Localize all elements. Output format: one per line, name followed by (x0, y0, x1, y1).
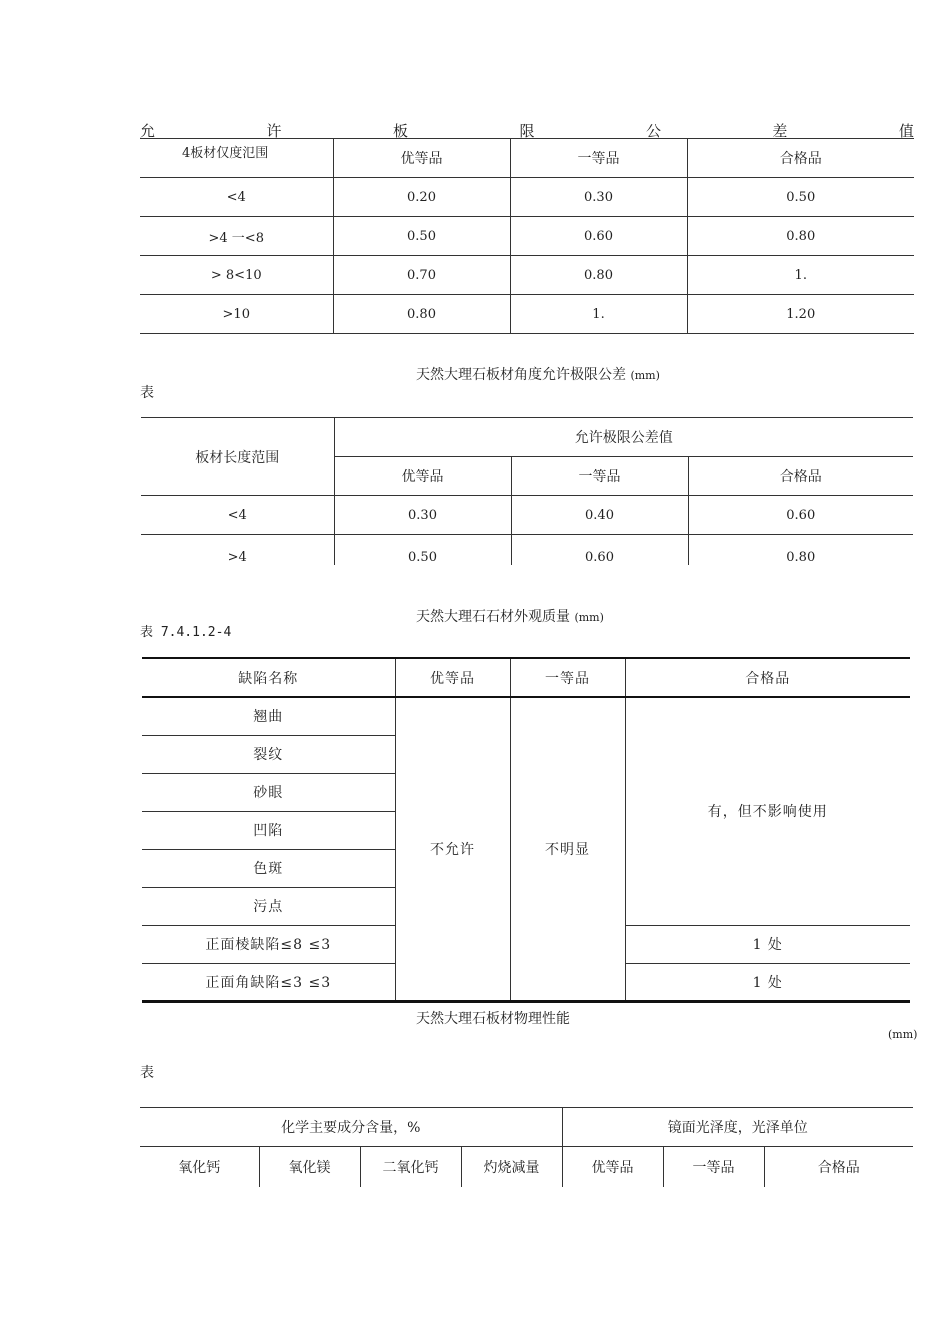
table2-caption (416, 364, 660, 384)
table4-label: 表 (140, 1065, 154, 1081)
table1-range-cell: <4 (226, 189, 246, 205)
table-row (140, 256, 914, 295)
table1-value-cell: 0.80 (510, 256, 687, 295)
table1-range-cell: >4 一<8 (208, 230, 264, 246)
table1-title-char: 板 (392, 122, 408, 140)
table3-defect-cell: 色斑 (142, 849, 395, 887)
table-row (141, 496, 913, 535)
table3-defect-cell: 砂眼 (142, 773, 395, 811)
table1-title-char: 许 (266, 122, 282, 140)
table3-caption-text: 天然大理石石材外观质量 (416, 609, 570, 625)
table-row (140, 1147, 913, 1188)
table2-value-cell: 0.40 (511, 496, 688, 535)
table1-title-char: 公 (645, 122, 661, 140)
table3-caption (416, 606, 604, 626)
table-row (141, 535, 913, 566)
table1-title-char: 值 (898, 122, 914, 140)
table1-value-cell: 0.80 (687, 217, 914, 256)
table4-caption: 天然大理石板材物理性能 (416, 1011, 570, 1027)
table2-value-cell: 0.80 (688, 535, 913, 566)
table3-defect-cell: 裂纹 (142, 735, 395, 773)
table2-value-cell: 0.60 (688, 496, 913, 535)
table1-range-cell: > 8<10 (210, 267, 262, 283)
table4-column-header: 二氧化钙 (360, 1147, 461, 1188)
table2-clip (141, 417, 913, 565)
table4-column-header: 氧化钙 (178, 1160, 221, 1177)
table4-column-header: 一等品 (663, 1147, 764, 1188)
table2-group-header: 允许极限公差值 (334, 418, 913, 457)
table3-defect-cell: 凹陷 (142, 811, 395, 849)
table3-header-defect: 缺陷名称 (238, 670, 299, 687)
table2-unit: (mm) (630, 369, 660, 382)
table4-unit: (mm) (888, 1028, 918, 1041)
table3-header-premium: 优等品 (395, 658, 510, 697)
table-row (140, 178, 914, 217)
table4-group-chemical: 化学主要成分含量，% (281, 1120, 421, 1136)
table1-value-cell: 0.20 (333, 178, 510, 217)
table1 (140, 138, 914, 334)
table1-range-header: 4板材仅度氾围 (182, 146, 269, 161)
table1-value-cell: 0.50 (333, 217, 510, 256)
table3-edge-name: 正面棱缺陷≤8 ≤3 (142, 925, 395, 963)
table1-value-cell: 1.20 (687, 295, 914, 334)
table-row (142, 697, 910, 735)
table3-first-value: 不明显 (510, 697, 625, 1001)
table3-defect-cell: 污点 (142, 887, 395, 925)
table3-label: 表 7.4.1.2-4 (140, 625, 232, 640)
table4-column-header: 灼烧减量 (461, 1147, 562, 1188)
table2-caption-text: 天然大理石板材角度允许极限公差 (416, 367, 626, 383)
table1-value-cell: 0.60 (510, 217, 687, 256)
table3-header-first: 一等品 (510, 658, 625, 697)
table1-value-cell: 0.30 (510, 178, 687, 217)
table2-grade-header: 合格品 (688, 457, 913, 496)
table2-grade-header: 一等品 (511, 457, 688, 496)
table2-value-cell: 0.30 (334, 496, 511, 535)
table4-column-header: 优等品 (562, 1147, 663, 1188)
table1-grade-header: 一等品 (510, 139, 687, 178)
table2-range-cell: <4 (227, 507, 247, 523)
table3-premium-value: 不允许 (395, 697, 510, 1001)
table1-value-cell: 1. (687, 256, 914, 295)
table3 (142, 657, 910, 1003)
table2-range-header: 板材长度范围 (195, 449, 280, 466)
table1-title-char: 差 (772, 122, 788, 140)
table1-title-char: 允 (140, 122, 156, 140)
table4-clip (140, 1107, 913, 1187)
table-row (140, 295, 914, 334)
table4 (140, 1107, 913, 1187)
table1-value-cell: 0.70 (333, 256, 510, 295)
table2-value-cell: 0.50 (334, 535, 511, 566)
table1-range-cell: >10 (222, 306, 250, 322)
table1-value-cell: 0.50 (687, 178, 914, 217)
table1-grade-header: 优等品 (333, 139, 510, 178)
table2-value-cell: 0.60 (511, 535, 688, 566)
table3-edge-value: 1 处 (625, 925, 910, 963)
table3-edge-name: 正面角缺陷≤3 ≤3 (205, 974, 332, 991)
table3-unit: (mm) (574, 611, 604, 624)
table2-label: 表 (140, 385, 154, 401)
table3-defect-cell: 翘曲 (142, 697, 395, 735)
table3-header-qualified: 合格品 (625, 658, 910, 697)
table1-grade-header: 合格品 (687, 139, 914, 178)
table-row (140, 217, 914, 256)
table4-column-header: 合格品 (764, 1147, 913, 1188)
table4-column-header: 氧化镁 (259, 1147, 360, 1188)
table3-qualified-value: 有，但不影响使用 (625, 697, 910, 925)
table2-grade-header: 优等品 (334, 457, 511, 496)
table1-value-cell: 0.80 (333, 295, 510, 334)
table1-title-char: 限 (519, 122, 535, 140)
table3-edge-value: 1 处 (625, 963, 910, 1001)
table1-value-cell: 1. (510, 295, 687, 334)
table2-range-cell: >4 (227, 550, 247, 565)
table2 (141, 417, 913, 565)
table4-group-gloss: 镜面光泽度，光泽单位 (562, 1108, 913, 1147)
